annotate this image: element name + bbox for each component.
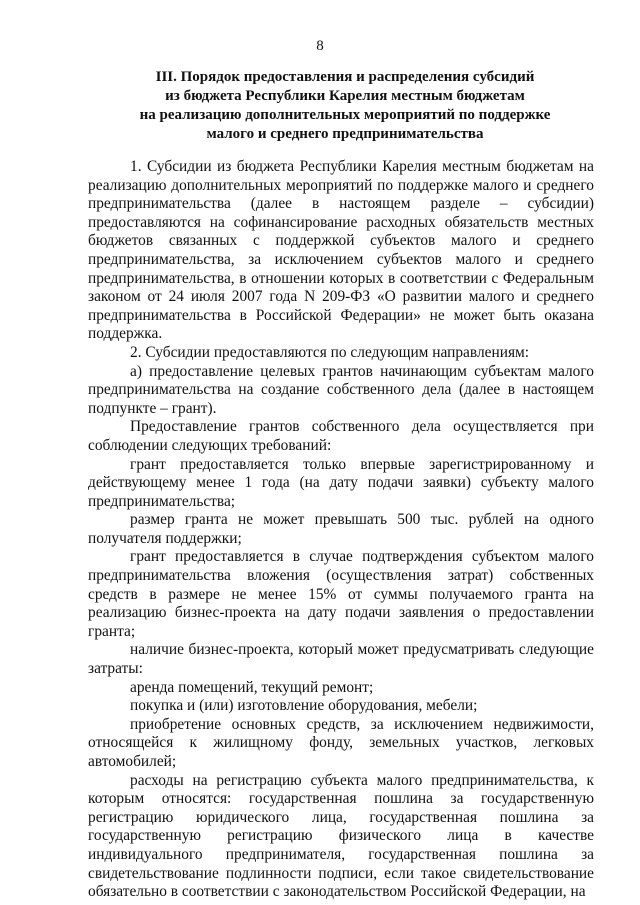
paragraph-2a: а) предоставление целевых грантов начинающим субъектам малого предпринимательства на создание собственного дела (далее в настоящем подпункте – грант). (88, 362, 594, 417)
cost-item-registration: расходы на регистрацию субъекта малого предпринимательства, к которым относятся: государственная пошлина за государственную регистрацию юридического лица, государственная пошлина за государственную регистрацию физического лица в качестве индивидуального предпринимателя, государственная пошлина за свидетельствование подлинности подписи, если такое свидетельствование обязательно в соответствии с законодательством Российской Федерации, на (88, 771, 594, 901)
paragraph-grant-requirements: Предоставление грантов собственного дела осуществляется при соблюдении следующих требований: (88, 418, 594, 454)
heading-line: из бюджета Республики Карелия местным бюджетам (165, 88, 525, 104)
heading-line: на реализацию дополнительных мероприятий по поддержке (139, 107, 551, 123)
cost-item-rent: аренда помещений, текущий ремонт; (130, 678, 374, 696)
requirement-own-funds: грант предоставляется в случае подтверждения субъектом малого предпринимательства вложения (осуществления затрат) собственных средств в размере не менее 15% от суммы получаемого гранта на реализацию бизнес-проекта на дату подачи заявления о предоставлении гранта; (88, 548, 594, 640)
heading-line: III. Порядок предоставления и распределения субсидий (155, 69, 535, 85)
document-body (88, 158, 594, 902)
cost-item-fixed-assets: приобретение основных средств, за исключением недвижимости, относящейся к жилищному фонду, земельных участков, легковых автомобилей; (88, 715, 594, 770)
cost-item-equipment: покупка и (или) изготовление оборудования, мебели; (130, 697, 478, 715)
paragraph-1: 1. Субсидии из бюджета Республики Карелия местным бюджетам на реализацию дополнительных мероприятий по поддержке малого и среднего предпринимательства (далее в настоящем разделе – субсидии) предоставляются на софинансирование расходных обязательств местных бюджетов связанных с поддержкой субъектов малого и среднего предпринимательства, за исключением субъектов малого и среднего предпринимательства, в отношении которых в соответствии с Федеральным законом от 24 июля 2007 года N 209-ФЗ «О развитии малого и среднего предпринимательства в Российской Федерации» не может быть оказана поддержка. (88, 158, 594, 343)
requirement-business-project: наличие бизнес-проекта, который может предусматривать следующие затраты: (88, 641, 594, 678)
heading-line: малого и среднего предпринимательства (206, 126, 484, 142)
requirement-grant-size: размер гранта не может превышать 500 тыс. рублей на одного получателя поддержки; (88, 511, 594, 547)
paragraph-2: 2. Субсидии предоставляются по следующим направлениям: (130, 343, 530, 361)
requirement-first-registration: грант предоставляется только впервые зарегистрированному и действующему менее 1 года (на дату подачи заявки) субъекту малого предпринимательства; (88, 455, 594, 510)
section-heading (90, 68, 600, 144)
page-number: 8 (316, 38, 324, 54)
